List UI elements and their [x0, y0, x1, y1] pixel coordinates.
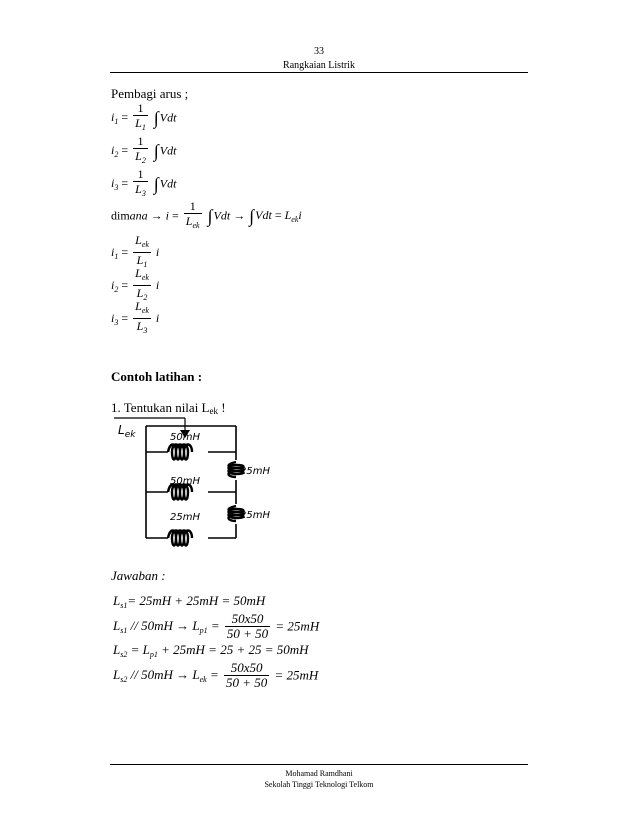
- example-heading: Contoh latihan :: [111, 369, 203, 384]
- equation-i2-ratio: $i_2$ = $\frac{L_{ek}}{L_2}$ i: [111, 266, 160, 302]
- equation-i1-ratio: $i_1$ = $\frac{L_{ek}}{L_1}$ i: [111, 233, 160, 269]
- equation-i3: $i_3$ = $\frac{1}{L_3}$ ∫Vdt: [111, 167, 177, 198]
- question-text: 1. Tentukan nilai Lek !: [111, 400, 226, 416]
- inductor-25mh-bottom: [168, 531, 192, 546]
- answer-line-4: $L_{s2} // 50mH \to L_{ek}$ = $\frac{50x50}{50 + 50}$ = 25mH: [113, 660, 319, 690]
- inductor-circuit-diagram: [108, 412, 278, 552]
- lek-label: $L_{ek}$: [118, 423, 136, 440]
- answer-line-3: $L_{s2} = L_{p1} + 25mH = 25 + 25 = 50mH$: [113, 642, 309, 659]
- footer-rule: [110, 764, 528, 765]
- footer-author: Mohamad Ramdhani: [285, 769, 353, 778]
- header-rule: [110, 72, 528, 73]
- inductor-50mh-top: [168, 445, 192, 460]
- section-heading-pembagi-arus: Pembagi arus ;: [111, 86, 189, 101]
- page-header-title: Rangkaian Listrik: [283, 60, 355, 71]
- answer-label: Jawaban :: [111, 568, 166, 583]
- equation-i3-ratio: $i_3$ = $\frac{L_{ek}}{L_3}$ i: [111, 299, 160, 335]
- label-50mh-mid: 50mH: [170, 476, 200, 487]
- label-25mh-right-top: 25mH: [240, 466, 270, 477]
- equation-i2: $i_2$ = $\frac{1}{L_2}$ ∫Vdt: [111, 134, 177, 165]
- equation-dimana: dimana → i = $\frac{1}{L_{ek}}$ $\int Vdt \to \int Vdt = L_{ek}i$: [111, 199, 302, 230]
- equation-i1: $i_1$ = $\frac{1}{L_1}$ ∫Vdt: [111, 101, 177, 132]
- answer-line-2: $L_{s1} // 50mH \to L_{p1}$ = $\frac{50x50}{50 + 50}$ = 25mH: [113, 611, 320, 641]
- label-50mh-top: 50mH: [170, 432, 200, 443]
- answer-line-1: $L_{s1}= 25mH + 25mH = 50mH$: [113, 593, 266, 610]
- footer-institution: Sekolah Tinggi Teknologi Telkom: [264, 780, 374, 789]
- page-number: 33: [314, 46, 324, 57]
- label-25mh-bottom: 25mH: [170, 512, 200, 523]
- label-25mh-right-bottom: 25mH: [240, 510, 270, 521]
